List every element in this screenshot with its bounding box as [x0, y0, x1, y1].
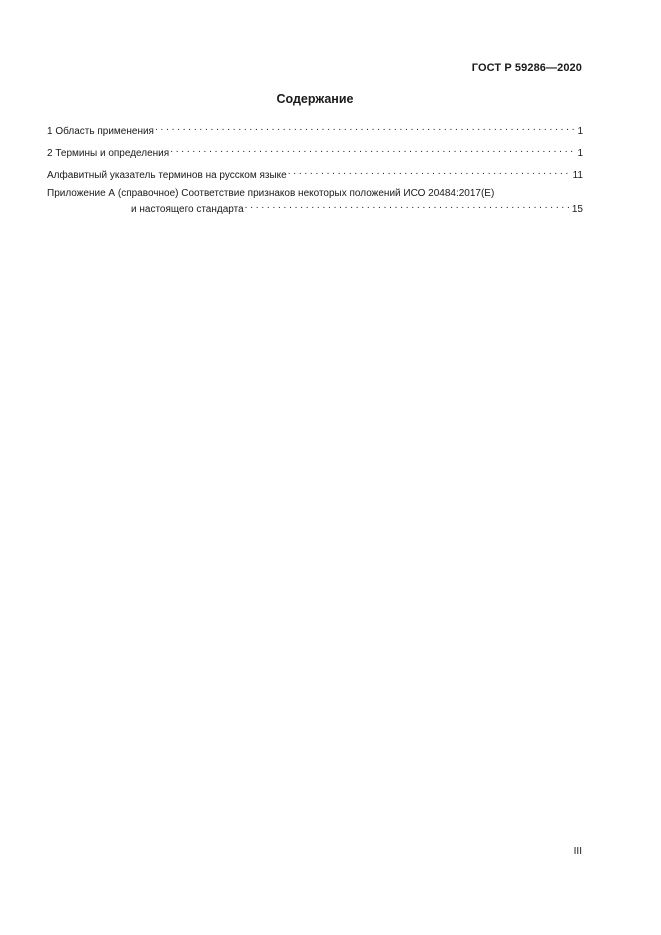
toc-entry[interactable] — [47, 166, 583, 182]
toc-leader-dots — [170, 144, 576, 156]
toc-entry-page: 1 — [577, 126, 583, 137]
toc-leader-dots — [288, 166, 572, 178]
toc-entry-label: 2 Термины и определения — [47, 148, 170, 159]
page-number: III — [573, 846, 582, 857]
table-of-contents — [47, 122, 583, 222]
toc-entry-page: 1 — [577, 148, 583, 159]
toc-leader-dots — [155, 122, 576, 134]
toc-entry-page: 11 — [572, 170, 583, 181]
toc-title: Содержание — [276, 92, 354, 106]
toc-entry[interactable] — [47, 122, 583, 138]
toc-entry[interactable] — [47, 144, 583, 160]
toc-leader-dots — [245, 200, 571, 212]
toc-entry-label: Алфавитный указатель терминов на русском языке — [47, 170, 287, 181]
toc-entry-continuation[interactable] — [47, 200, 583, 216]
toc-entry-continuation-label: и настоящего стандарта — [131, 204, 244, 215]
toc-entry-page: 15 — [571, 204, 583, 215]
toc-entry-label: 1 Область применения — [47, 126, 154, 137]
toc-entry-first-line[interactable] — [47, 188, 583, 200]
document-code: ГОСТ Р 59286—2020 — [471, 62, 582, 74]
toc-entry-label: Приложение А (справочное) Соответствие признаков некоторых положений ИСО 20484:2017(E) — [47, 188, 495, 199]
